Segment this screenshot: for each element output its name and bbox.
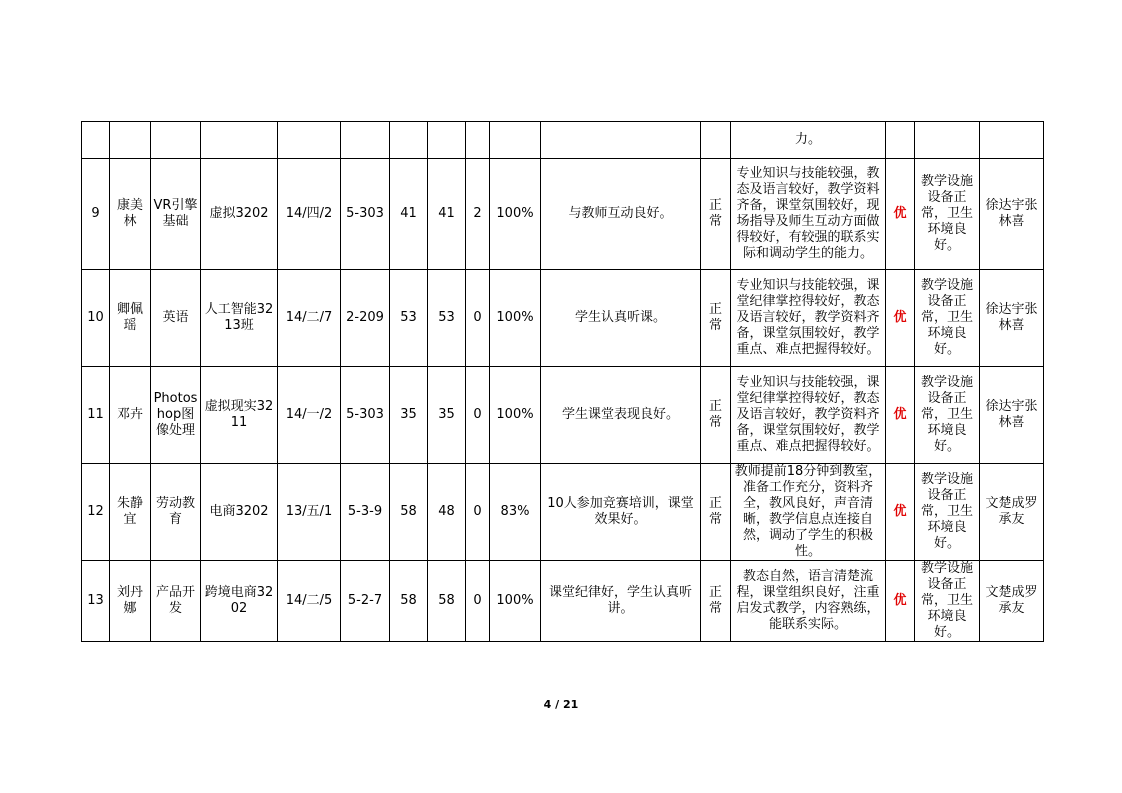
cell-week-day: 14/二/7 (278, 270, 341, 367)
table-row (82, 561, 1044, 642)
cell-student-status: 课堂纪律好，学生认真听讲。 (541, 561, 701, 642)
cell-rating: 优 (886, 159, 915, 270)
cell-teacher: 邓卉 (110, 367, 151, 464)
table-row-continued (82, 122, 1044, 159)
cell-empty (428, 122, 466, 159)
cell-punctuality: 正常 (701, 159, 731, 270)
cell-comment: 专业知识与技能较强，课堂纪律掌控得较好，教态及语言较好，教学资料齐备，课堂氛围较好，教学重点、难点把握得较好。 (731, 367, 886, 464)
inspection-table (81, 121, 1044, 642)
cell-period: 2-209 (341, 270, 390, 367)
cell-week-day: 14/四/2 (278, 159, 341, 270)
cell-week-day: 14/二/5 (278, 561, 341, 642)
cell-absent: 0 (466, 270, 490, 367)
cell-facility: 教学设施设备正常，卫生环境良好。 (915, 159, 980, 270)
cell-teacher: 康美林 (110, 159, 151, 270)
cell-empty (278, 122, 341, 159)
cell-rating: 优 (886, 367, 915, 464)
cell-course: 产品开发 (151, 561, 201, 642)
cell-facility: 教学设施设备正常，卫生环境良好。 (915, 367, 980, 464)
cell-expected: 58 (390, 464, 428, 561)
cell-comment: 力。 (731, 122, 886, 159)
cell-absent: 0 (466, 464, 490, 561)
cell-rate: 100% (490, 270, 541, 367)
cell-empty (151, 122, 201, 159)
cell-facility: 教学设施设备正常，卫生环境良好。 (915, 464, 980, 561)
cell-actual: 41 (428, 159, 466, 270)
cell-course: 劳动教育 (151, 464, 201, 561)
cell-rate: 100% (490, 367, 541, 464)
cell-expected: 53 (390, 270, 428, 367)
cell-actual: 48 (428, 464, 466, 561)
cell-course: Photoshop图像处理 (151, 367, 201, 464)
cell-no: 11 (82, 367, 110, 464)
cell-comment: 专业知识与技能较强，课堂纪律掌控得较好，教态及语言较好，教学资料齐备，课堂氛围较好，教学重点、难点把握得较好。 (731, 270, 886, 367)
cell-period: 5-3-9 (341, 464, 390, 561)
cell-comment: 教师提前18分钟到教室，准备工作充分，资料齐全，教风良好，声音清晰，教学信息点连接自然，调动了学生的积极性。 (731, 464, 886, 561)
cell-week-day: 14/一/2 (278, 367, 341, 464)
cell-punctuality: 正常 (701, 270, 731, 367)
table-row (82, 159, 1044, 270)
cell-comment: 专业知识与技能较强，教态及语言较好，教学资料齐备，课堂氛围较好，现场指导及师生互动方面做得较好，有较强的联系实际和调动学生的能力。 (731, 159, 886, 270)
cell-inspectors: 徐达宇张林喜 (980, 159, 1044, 270)
cell-absent: 2 (466, 159, 490, 270)
cell-empty (886, 122, 915, 159)
cell-student-status: 学生认真听课。 (541, 270, 701, 367)
table-row (82, 367, 1044, 464)
cell-punctuality: 正常 (701, 367, 731, 464)
cell-rating: 优 (886, 561, 915, 642)
cell-empty (915, 122, 980, 159)
cell-empty (341, 122, 390, 159)
cell-empty (490, 122, 541, 159)
cell-week-day: 13/五/1 (278, 464, 341, 561)
cell-empty (201, 122, 278, 159)
cell-inspectors: 徐达宇张林喜 (980, 367, 1044, 464)
cell-actual: 53 (428, 270, 466, 367)
cell-no: 12 (82, 464, 110, 561)
cell-class: 电商3202 (201, 464, 278, 561)
cell-period: 5-303 (341, 367, 390, 464)
cell-expected: 58 (390, 561, 428, 642)
cell-inspectors: 徐达宇张林喜 (980, 270, 1044, 367)
cell-empty (110, 122, 151, 159)
table-row (82, 270, 1044, 367)
cell-empty (701, 122, 731, 159)
cell-rate: 83% (490, 464, 541, 561)
page-number: 4 / 21 (543, 698, 579, 711)
cell-facility: 教学设施设备正常，卫生环境良好。 (915, 270, 980, 367)
cell-inspectors: 文楚成罗承友 (980, 464, 1044, 561)
cell-rate: 100% (490, 561, 541, 642)
cell-period: 5-303 (341, 159, 390, 270)
cell-punctuality: 正常 (701, 561, 731, 642)
table-row (82, 464, 1044, 561)
cell-no: 10 (82, 270, 110, 367)
cell-absent: 0 (466, 561, 490, 642)
cell-student-status: 与教师互动良好。 (541, 159, 701, 270)
cell-period: 5-2-7 (341, 561, 390, 642)
cell-expected: 35 (390, 367, 428, 464)
cell-empty (82, 122, 110, 159)
cell-empty (466, 122, 490, 159)
cell-absent: 0 (466, 367, 490, 464)
cell-rate: 100% (490, 159, 541, 270)
cell-class: 虚拟现实3211 (201, 367, 278, 464)
cell-student-status: 学生课堂表现良好。 (541, 367, 701, 464)
cell-punctuality: 正常 (701, 464, 731, 561)
cell-class: 跨境电商3202 (201, 561, 278, 642)
cell-no: 13 (82, 561, 110, 642)
cell-teacher: 朱静宜 (110, 464, 151, 561)
cell-class: 虚拟3202 (201, 159, 278, 270)
cell-teacher: 刘丹娜 (110, 561, 151, 642)
cell-facility: 教学设施设备正常，卫生环境良好。 (915, 561, 980, 642)
cell-student-status: 10人参加竞赛培训，课堂效果好。 (541, 464, 701, 561)
cell-rating: 优 (886, 464, 915, 561)
cell-actual: 58 (428, 561, 466, 642)
cell-empty (980, 122, 1044, 159)
cell-course: VR引擎基础 (151, 159, 201, 270)
cell-rating: 优 (886, 270, 915, 367)
cell-inspectors: 文楚成罗承友 (980, 561, 1044, 642)
cell-teacher: 卿佩瑶 (110, 270, 151, 367)
cell-course: 英语 (151, 270, 201, 367)
cell-expected: 41 (390, 159, 428, 270)
cell-comment: 教态自然，语言清楚流程，课堂组织良好，注重启发式教学，内容熟练，能联系实际。 (731, 561, 886, 642)
cell-no: 9 (82, 159, 110, 270)
cell-class: 人工智能3213班 (201, 270, 278, 367)
cell-empty (390, 122, 428, 159)
cell-actual: 35 (428, 367, 466, 464)
cell-empty (541, 122, 701, 159)
